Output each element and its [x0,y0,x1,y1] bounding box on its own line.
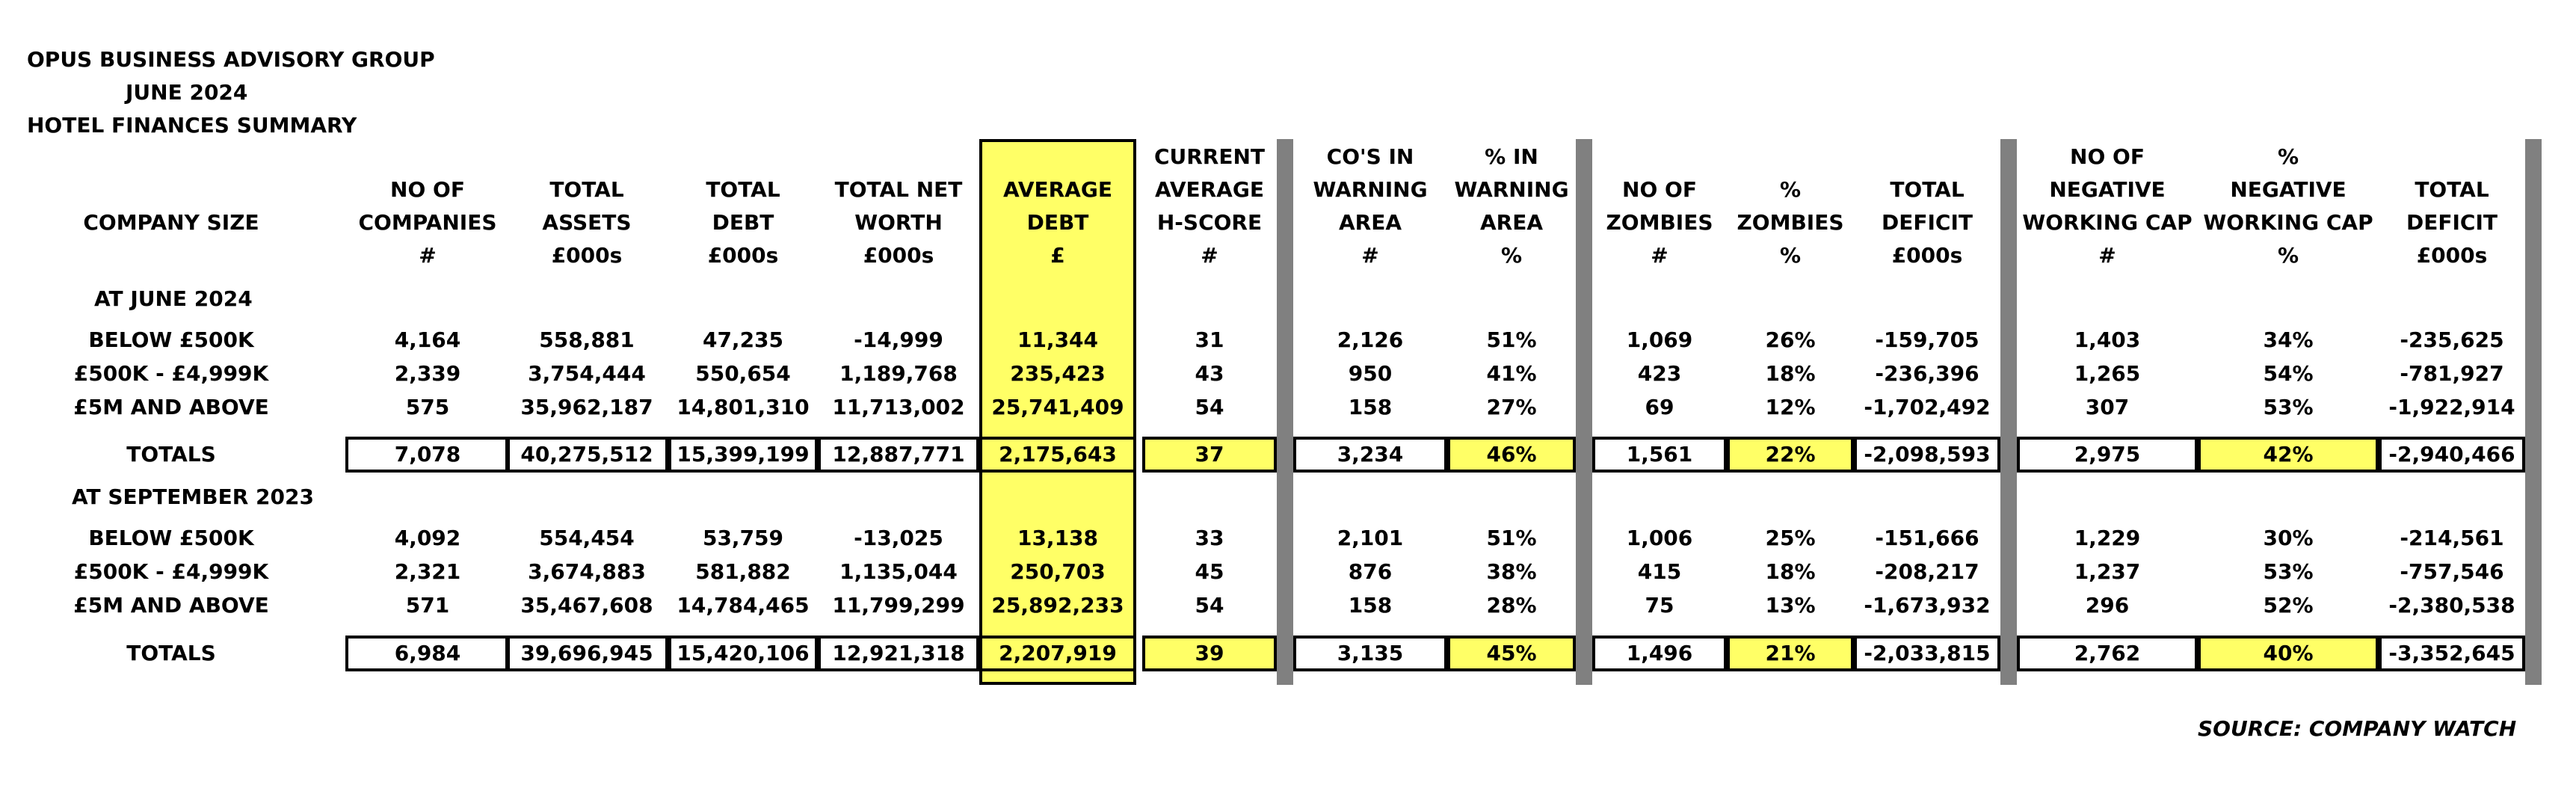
row-label: BELOW £500K [88,526,254,550]
table-cell: 30% [2263,526,2314,550]
table-cell: 158 [1348,395,1393,419]
table-cell: 11,799,299 [832,593,965,618]
table-cell: -214,561 [2400,526,2504,550]
column-divider [1576,139,1592,685]
column-header-line: WORKING CAP [2022,210,2193,235]
column-header-line: % [2277,243,2299,268]
column-header-line: AVERAGE [1155,177,1264,202]
table-cell: 35,467,608 [520,593,653,618]
column-header-line: DEBT [1026,210,1089,235]
row-label: BELOW £500K [88,327,254,352]
row-label: £5M AND ABOVE [73,395,269,419]
column-header [818,141,979,272]
totals-value: 2,207,919 [999,641,1117,665]
table-cell: -1,673,932 [1864,593,1991,618]
table-cell: 2,126 [1337,327,1404,352]
column-header-line: WARNING [1454,177,1569,202]
table-cell: 2,101 [1337,526,1404,550]
totals-value: 22% [1765,442,1816,467]
table-cell: 296 [2085,593,2130,618]
table-cell: 53% [2263,559,2314,584]
column-header-line: # [419,243,437,268]
column-header-line: COMPANIES [358,210,497,235]
column-header-line [979,141,1136,173]
table-cell: -14,999 [854,327,943,352]
table-cell: 13,138 [1017,526,1099,550]
column-header-line: DEBT [712,210,774,235]
column-header-line: £ [1050,243,1065,268]
column-header-line: DEFICIT [2406,210,2498,235]
report-date: JUNE 2024 [126,80,248,105]
source-note: SOURCE: COMPANY WATCH [2198,716,2517,741]
column-header-line: WARNING [1313,177,1428,202]
column-header-line: % [1779,243,1802,268]
column-header-line: # [1201,243,1218,268]
totals-value: 15,399,199 [677,442,810,467]
totals-value: 40% [2263,641,2314,665]
column-header-line [2379,141,2525,173]
table-cell: 41% [1486,361,1537,386]
totals-value: -3,352,645 [2388,641,2515,665]
column-header-line [36,141,306,173]
table-cell: 51% [1486,327,1537,352]
totals-value: 46% [1486,442,1537,467]
table-cell: 2,321 [394,559,461,584]
totals-value: 6,984 [394,641,461,665]
column-header-line: ZOMBIES [1606,210,1713,235]
table-cell: 34% [2263,327,2314,352]
table-cell: 52% [2263,593,2314,618]
column-header-line: % [1500,243,1523,268]
column-header-line [36,239,306,272]
table-cell: 47,235 [702,327,784,352]
table-cell: 25% [1765,526,1816,550]
table-cell: 4,164 [394,327,461,352]
column-header-line: ZOMBIES [1737,210,1844,235]
table-cell: 550,654 [695,361,791,386]
table-cell: 950 [1348,361,1393,386]
column-header-line: TOTAL [1890,177,1965,202]
totals-value: 1,496 [1626,641,1693,665]
table-cell: -13,025 [854,526,943,550]
column-header [2379,141,2525,272]
table-cell: 558,881 [539,327,635,352]
column-header-line: % [2277,144,2299,169]
table-cell: 11,344 [1017,327,1099,352]
row-label: £500K - £4,999K [73,361,269,386]
totals-value: 3,135 [1337,641,1404,665]
column-header-line: COMPANY SIZE [83,210,259,235]
table-cell: 1,006 [1626,526,1693,550]
table-cell: 26% [1765,327,1816,352]
column-header [1447,141,1576,272]
table-cell: 3,674,883 [528,559,646,584]
table-cell: -757,546 [2400,559,2504,584]
column-header [2198,141,2379,272]
table-cell: 423 [1637,361,1682,386]
column-header [2017,141,2198,272]
org-name: OPUS BUSINESS ADVISORY GROUP [27,47,435,72]
table-cell: 1,189,768 [839,361,958,386]
table-cell: 1,135,044 [839,559,958,584]
table-cell: 54% [2263,361,2314,386]
column-header-line: # [1651,243,1668,268]
column-header [979,141,1136,272]
table-cell: 25,741,409 [991,395,1124,419]
column-header-line [668,141,818,173]
column-header-line [1854,141,2000,173]
table-cell: 4,092 [394,526,461,550]
totals-value: 2,762 [2074,641,2141,665]
column-header-line: CO'S IN [1326,144,1414,169]
table-cell: -781,927 [2400,361,2504,386]
table-cell: 45 [1195,559,1224,584]
table-cell: 18% [1765,559,1816,584]
table-cell: 250,703 [1010,559,1106,584]
column-header-line: NO OF [2070,144,2145,169]
column-header-line: AREA [1479,210,1544,235]
table-cell: 35,962,187 [520,395,653,419]
column-header [1727,141,1854,272]
table-cell: 69 [1645,395,1674,419]
table-cell: 307 [2085,395,2130,419]
column-header-line: DEFICIT [1882,210,1973,235]
column-header [668,141,818,272]
totals-value: -2,033,815 [1864,641,1991,665]
totals-value: 2,975 [2074,442,2141,467]
row-label: £500K - £4,999K [73,559,269,584]
column-header-line [36,173,306,206]
column-header [1592,141,1727,272]
column-header-line: TOTAL NET [834,177,963,202]
column-header-line: AREA [1338,210,1402,235]
totals-value: 39,696,945 [520,641,653,665]
table-cell: 18% [1765,361,1816,386]
table-cell: 876 [1348,559,1393,584]
table-cell: -151,666 [1875,526,1979,550]
column-header-line: # [2098,243,2116,268]
column-header-line: H-SCORE [1156,210,1263,235]
table-cell: 13% [1765,593,1816,618]
report-title: HOTEL FINANCES SUMMARY [27,113,357,138]
totals-value: 7,078 [394,442,461,467]
table-cell: -159,705 [1875,327,1979,352]
totals-value: 42% [2263,442,2314,467]
row-label: £5M AND ABOVE [73,593,269,618]
table-cell: 53% [2263,395,2314,419]
table-cell: 1,069 [1626,327,1693,352]
table-cell: 581,882 [695,559,791,584]
table-cell: 75 [1645,593,1674,618]
table-cell: 415 [1637,559,1682,584]
column-header-line: # [1361,243,1379,268]
column-header-line: £000s [551,243,623,268]
table-cell: 3,754,444 [528,361,646,386]
totals-value: 15,420,106 [677,641,810,665]
totals-value: 40,275,512 [520,442,653,467]
column-header [505,141,668,272]
totals-value: 37 [1195,442,1224,467]
totals-value: 45% [1486,641,1537,665]
column-header-line: % [1779,177,1802,202]
column-header-line: NEGATIVE [2230,177,2347,202]
table-cell: 54 [1195,395,1224,419]
table-cell: 12% [1765,395,1816,419]
table-cell: 14,784,465 [677,593,810,618]
column-header [1293,141,1447,272]
column-header-line: WORKING CAP [2203,210,2373,235]
column-header-line: TOTAL [549,177,624,202]
column-header-line: % IN [1485,144,1538,169]
column-header [1854,141,2000,272]
table-cell: 2,339 [394,361,461,386]
table-cell: 1,265 [2074,361,2141,386]
table-cell: -236,396 [1875,361,1979,386]
column-header-line: WORTH [854,210,943,235]
totals-value: -2,098,593 [1864,442,1991,467]
totals-value: 12,921,318 [832,641,965,665]
column-divider [1277,139,1293,685]
table-cell: 575 [405,395,450,419]
table-cell: 33 [1195,526,1224,550]
column-header-line: CURRENT [1153,144,1266,169]
table-cell: -208,217 [1875,559,1979,584]
table-cell: -235,625 [2400,327,2504,352]
section-title: AT SEPTEMBER 2023 [72,484,314,509]
totals-value: 2,175,643 [999,442,1117,467]
column-header-line: AVERAGE [1003,177,1112,202]
table-cell: 27% [1486,395,1537,419]
totals-value: -2,940,466 [2388,442,2515,467]
table-cell: 38% [1486,559,1537,584]
column-divider [2525,139,2542,685]
table-cell: 554,454 [539,526,635,550]
column-header-line [505,141,668,173]
table-cell: 571 [405,593,450,618]
column-header [1142,141,1277,272]
table-cell: 51% [1486,526,1537,550]
table-cell: 1,237 [2074,559,2141,584]
totals-label: TOTALS [126,641,216,665]
table-cell: 28% [1486,593,1537,618]
column-divider [2000,139,2017,685]
section-title: AT JUNE 2024 [94,286,253,311]
column-header [36,141,306,272]
column-header-line [345,141,510,173]
column-header-line: £000s [863,243,934,268]
totals-value: 3,234 [1337,442,1404,467]
table-cell: -1,922,914 [2388,395,2515,419]
totals-label: TOTALS [126,442,216,467]
table-cell: -1,702,492 [1864,395,1991,419]
column-header-line: ASSETS [542,210,632,235]
column-header-line: NO OF [390,177,465,202]
column-header-line [818,141,979,173]
column-header [345,141,510,272]
column-header-line [1592,141,1727,173]
column-header-line: £000s [2416,243,2488,268]
table-cell: -2,380,538 [2388,593,2515,618]
totals-value: 21% [1765,641,1816,665]
table-cell: 53,759 [702,526,784,550]
column-header-line: £000s [707,243,779,268]
table-cell: 31 [1195,327,1224,352]
table-cell: 11,713,002 [832,395,965,419]
column-header-line: £000s [1891,243,1963,268]
table-cell: 14,801,310 [677,395,810,419]
totals-value: 39 [1195,641,1224,665]
totals-value: 1,561 [1626,442,1693,467]
column-header-line: TOTAL [706,177,780,202]
column-header-line [1727,141,1854,173]
column-header-line: TOTAL [2415,177,2489,202]
table-cell: 1,403 [2074,327,2141,352]
table-cell: 235,423 [1010,361,1106,386]
table-cell: 54 [1195,593,1224,618]
totals-value: 12,887,771 [832,442,965,467]
table-cell: 43 [1195,361,1224,386]
table-cell: 1,229 [2074,526,2141,550]
table-cell: 25,892,233 [991,593,1124,618]
table-cell: 158 [1348,593,1393,618]
report-heading [27,43,435,142]
column-header-line: NEGATIVE [2049,177,2166,202]
column-header-line: NO OF [1622,177,1697,202]
